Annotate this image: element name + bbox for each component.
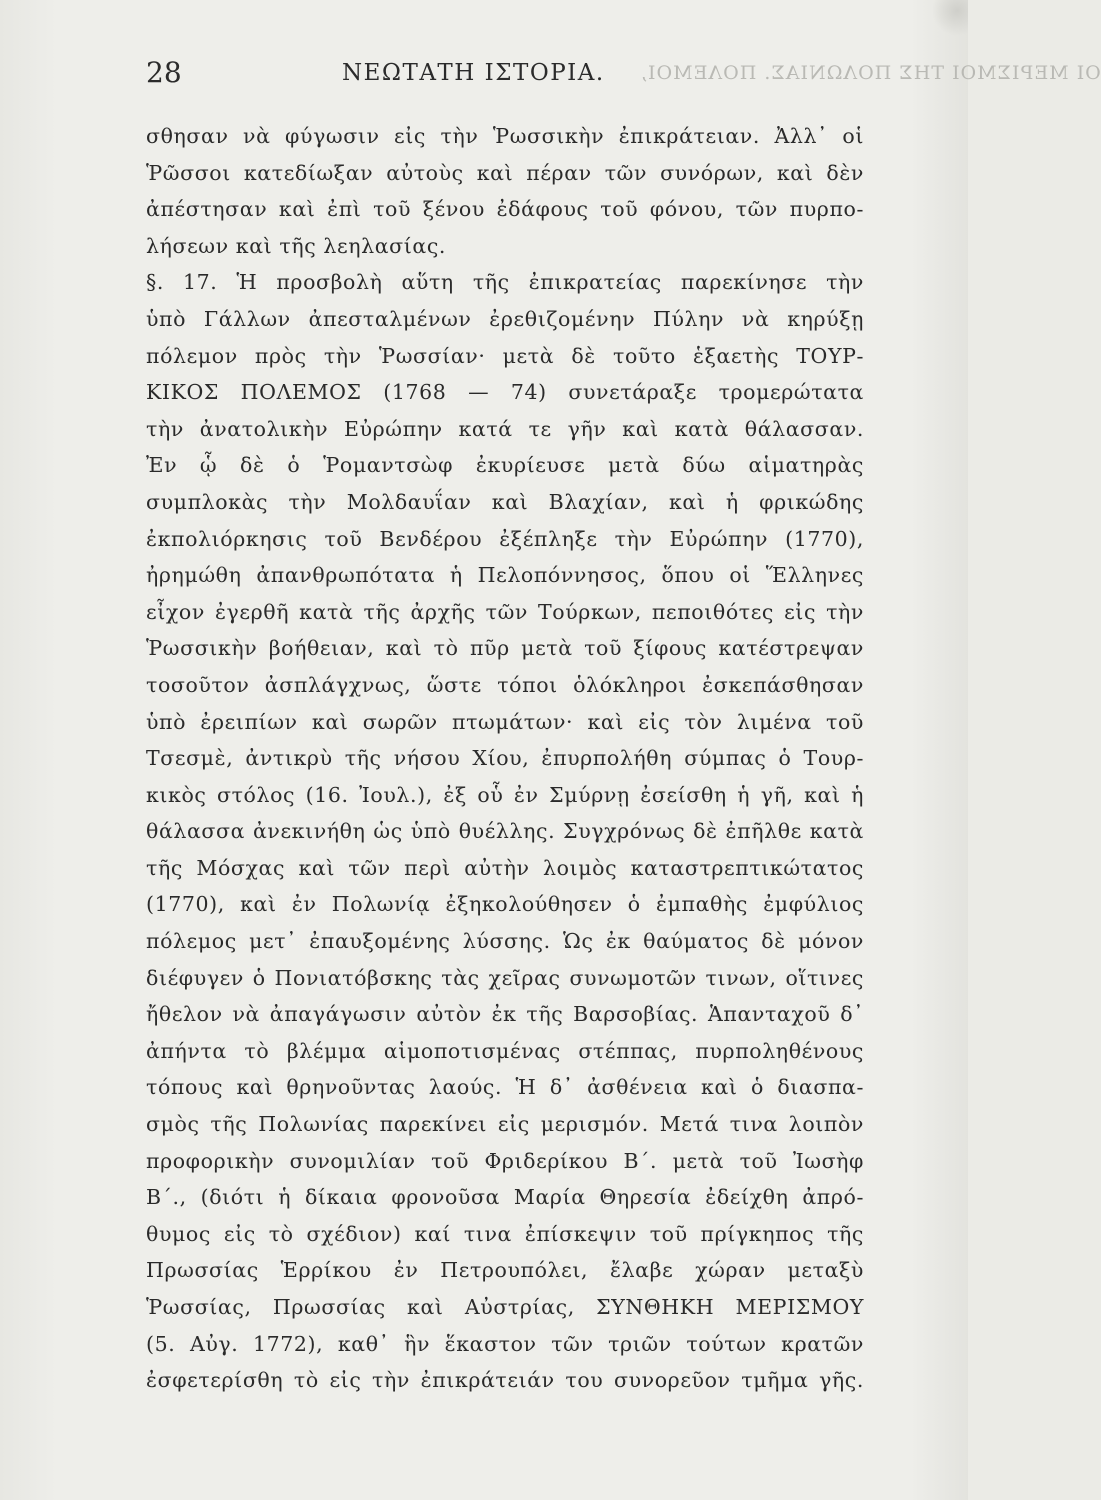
text-line: ἀπέστησαν καὶ ἐπὶ τοῦ ξένου ἐδάφους τοῦ φόνου, τῶν πυρπο- [146, 197, 864, 222]
text-line: (5. Αὐγ. 1772), καθ᾽ ἣν ἕκαστον τῶν τριῶν τούτων κρατῶν [146, 1331, 864, 1356]
text-line: ἠρημώθη ἀπανθρωπότατα ἡ Πελοπόννησος, ὅπου οἱ Ἕλληνες [146, 563, 864, 588]
text-line: θάλασσα ἀνεκινήθη ὡς ὑπὸ θυέλλης. Συγχρόνως δὲ ἐπῆλθε κατὰ [146, 819, 864, 844]
text-line: τὴν ἀνατολικὴν Εὐρώπην κατά τε γῆν καὶ κατὰ θάλασσαν. [146, 416, 864, 441]
text-line: ἀπήντα τὸ βλέμμα αἱμοποτισμένας στέππας, πυρποληθένους [146, 1038, 864, 1063]
text-line: §. 17. Ἡ προσβολὴ αὕτη τῆς ἐπικρατείας παρεκίνησε τὴν [146, 270, 864, 295]
text-line: Ἐν ᾧ δὲ ὁ Ῥομαντσὼφ ἐκυρίευσε μετὰ δύω αἱματηρὰς [146, 453, 864, 478]
text-line: θυμος εἰς τὸ σχέδιον) καί τινα ἐπίσκεψιν τοῦ πρίγκηπος τῆς [146, 1221, 864, 1246]
text-line: ἐκπολιόρκησις τοῦ Βενδέρου ἐξέπληξε τὴν Εὐρώπην (1770), [146, 526, 864, 551]
text-line: ΚΙΚΟΣ ΠΟΛΕΜΟΣ (1768 — 74) συνετάραξε τρομερώτατα [146, 380, 864, 405]
page-number: 28 [146, 56, 182, 89]
page-header [146, 52, 848, 92]
text-line: εἶχον ἐγερθῆ κατὰ τῆς ἀρχῆς τῶν Τούρκων, πεποιθότες εἰς τὴν [146, 599, 864, 624]
text-line: ὑπὸ ἐρειπίων καὶ σωρῶν πτωμάτων· καὶ εἰς τὸν λιμένα τοῦ [146, 709, 864, 734]
text-line: τῆς Μόσχας καὶ τῶν περὶ αὐτὴν λοιμὸς καταστρεπτικώτατος [146, 855, 864, 880]
text-line: ἤθελον νὰ ἀπαγάγωσιν αὐτὸν ἐκ τῆς Βαρσοβίας. Ἁπανταχοῦ δ᾽ [146, 1002, 864, 1027]
text-line: πόλεμος μετ᾽ ἐπαυξομένης λύσσης. Ὡς ἐκ θαύματος δὲ μόνον [146, 929, 864, 954]
text-line: συμπλοκὰς τὴν Μολδαυΐαν καὶ Βλαχίαν, καὶ ἡ φρικώδης [146, 489, 864, 514]
text-line: ἐσφετερίσθη τὸ εἰς τὴν ἐπικράτειάν του συνορεῦον τμῆμα γῆς. [146, 1368, 864, 1393]
text-line: σθησαν νὰ φύγωσιν εἰς τὴν Ῥωσσικὴν ἐπικράτειαν. Ἀλλ᾽ οἱ [146, 124, 864, 148]
text-line: πόλεμον πρὸς τὴν Ῥωσσίαν· μετὰ δὲ τοῦτο ἑξαετὴς ΤΟΥΡ- [146, 343, 864, 368]
text-line: ὑπὸ Γάλλων ἀπεσταλμένων ἐρεθιζομένην Πύλην νὰ κηρύξῃ [146, 306, 864, 331]
text-line: κικὸς στόλος (16. Ἰουλ.), ἐξ οὗ ἐν Σμύρνῃ ἐσείσθη ἡ γῆ, καὶ ἡ [146, 782, 864, 807]
text-line: διέφυγεν ὁ Πονιατόβσκης τὰς χεῖρας συνωμοτῶν τινων, οἵτινες [146, 965, 864, 990]
bleed-through-text: ΟΙ ΜΕΡΙΣΜΟΙ ΤΗΣ ΠΟΛΩΝΙΑΣ. ΠΟΛΕΜΟΙ, [640, 62, 1101, 84]
page-corner-stain [932, 0, 968, 36]
text-line: τοσοῦτον ἀσπλάγχνως, ὥστε τόποι ὁλόκληροι ἐσκεπάσθησαν [146, 672, 864, 697]
text-line: (1770), καὶ ἐν Πολωνίᾳ ἐξηκολούθησεν ὁ ἐμπαθὴς ἐμφύλιος [146, 892, 864, 917]
text-line: Ῥῶσσοι κατεδίωξαν αὐτοὺς καὶ πέραν τῶν συνόρων, καὶ δὲν [146, 160, 864, 185]
text-line: Τσεσμὲ, ἀντικρὺ τῆς νήσου Χίου, ἐπυρπολήθη σύμπας ὁ Τουρ- [146, 746, 864, 771]
text-line: λήσεων καὶ τῆς λεηλασίας. [146, 233, 447, 258]
text-line: σμὸς τῆς Πολωνίας παρεκίνει εἰς μερισμόν. Μετά τινα λοιπὸν [146, 1112, 864, 1137]
body-text [146, 118, 864, 1399]
text-line: Ῥωσσίας, Πρωσσίας καὶ Αὐστρίας, ΣΥΝΘΗΚΗ ΜΕΡΙΣΜΟΥ [146, 1295, 864, 1319]
text-line: προφορικὴν συνομιλίαν τοῦ Φριδερίκου Β΄. μετὰ τοῦ Ἰωσὴφ [146, 1148, 864, 1173]
text-line: τόπους καὶ θρηνοῦντας λαούς. Ἡ δ᾽ ἀσθένεια καὶ ὁ διασπα- [146, 1075, 864, 1100]
text-line: Β΄., (διότι ἡ δίκαια φρονοῦσα Μαρία Θηρεσία ἐδείχθη ἀπρό- [146, 1185, 864, 1210]
running-title: ΝΕΩΤΑΤΗ ΙΣΤΟΡΙΑ. [342, 60, 605, 86]
text-line: Πρωσσίας Ἑρρίκου ἐν Πετρουπόλει, ἔλαβε χώραν μεταξὺ [146, 1258, 864, 1283]
text-line: Ῥωσσικὴν βοήθειαν, καὶ τὸ πῦρ μετὰ τοῦ ξίφους κατέστρεψαν [146, 636, 864, 661]
